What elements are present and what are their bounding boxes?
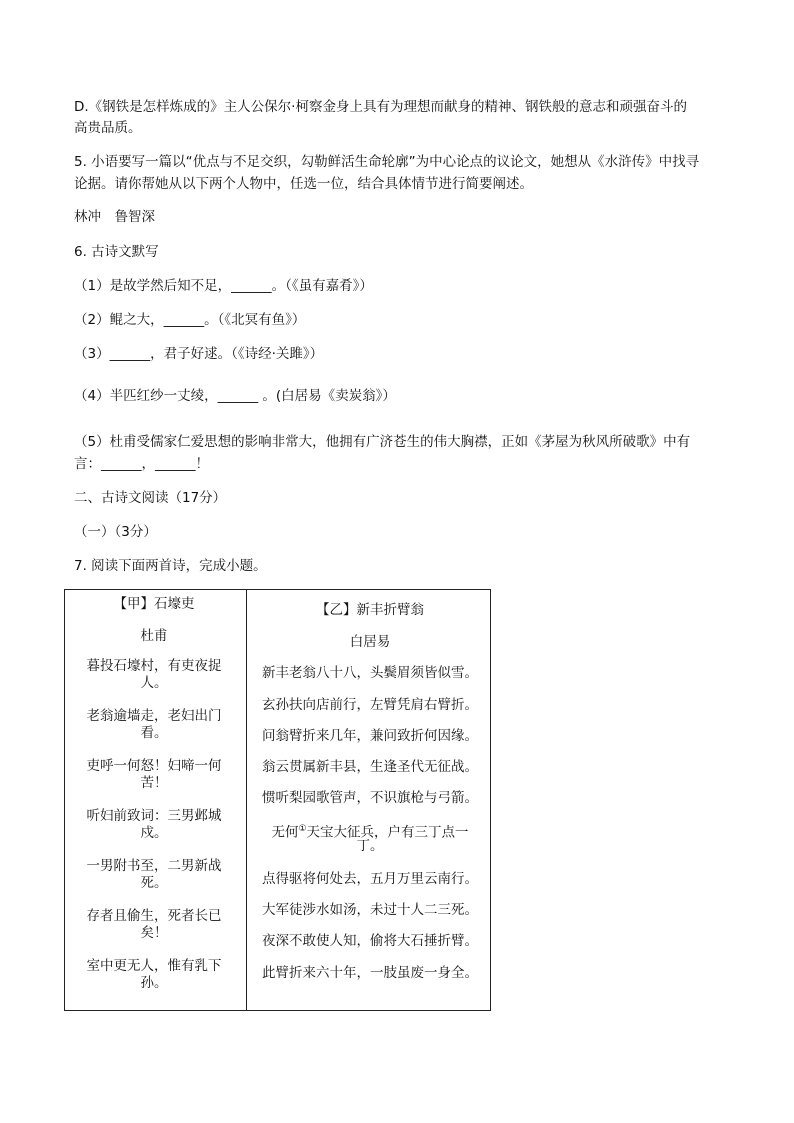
poem-b-line: 惯听梨园歌管声，不识旗枪与弓箭。 bbox=[262, 790, 478, 806]
poem-b-title: 【乙】新丰折臂翁 bbox=[316, 602, 424, 618]
option-d-line-2: 高贵品质。 bbox=[74, 120, 142, 136]
poem-a-line: 存者且偷生，死者长已 bbox=[86, 908, 222, 924]
question-6-item-3: （3）______，君子好逑。（《诗经·关雎》） bbox=[74, 346, 324, 362]
poem-a-line-wrap: 看。 bbox=[140, 725, 168, 741]
poem-a-line: 暮投石壕村，有吏夜捉 bbox=[86, 658, 222, 674]
poem-b-line: 玄孙扶向店前行，左臂凭肩右臂折。 bbox=[262, 697, 478, 713]
poem-a-line: 听妇前致词：三男邺城 bbox=[86, 808, 222, 824]
poem-a-author: 杜甫 bbox=[140, 628, 168, 644]
question-6-item-5-line-2: 言：______，______！ bbox=[74, 456, 209, 472]
section-2-heading: 二、古诗文阅读（17分） bbox=[74, 490, 227, 506]
poem-a-line: 吏呼一何怒！妇啼一何 bbox=[86, 758, 222, 774]
poem-b-line: 翁云贯属新丰县，生逢圣代无征战。 bbox=[262, 759, 478, 775]
poem-b-line-wrap: 丁。 bbox=[356, 838, 384, 854]
question-5-line-2: 论据。请你帮她从以下两个人物中，任选一位，结合具体情节进行简要阐述。 bbox=[74, 176, 533, 192]
poem-b-line-text-2: 天宝大征兵，户有三丁点一 bbox=[306, 824, 469, 841]
question-6-title: 6. 古诗文默写 bbox=[74, 244, 159, 260]
poem-b-line: 新丰老翁八十八，头鬓眉须皆似雪。 bbox=[262, 665, 478, 681]
poem-a-line-wrap: 孙。 bbox=[140, 975, 168, 991]
question-6-item-2: （2）鲲之大，______。（《北冥有鱼》） bbox=[74, 312, 306, 328]
poem-a-line-wrap: 死。 bbox=[140, 875, 168, 891]
poem-b-line-text-1: 无何 bbox=[271, 824, 299, 841]
poem-a-line: 老翁逾墙走，老妇出门 bbox=[86, 708, 222, 724]
poem-b-line: 此臂折来六十年，一肢虽废一身全。 bbox=[262, 965, 478, 981]
part-1-heading: （一）（3分） bbox=[74, 524, 157, 540]
poem-a-cell bbox=[65, 590, 247, 1011]
question-5-line-1: 5. 小语要写一篇以“优点与不足交织，勾勒鲜活生命轮廓”为中心论点的议论文，她想从《水浒传》中找寻 bbox=[74, 154, 700, 170]
poem-a-line: 室中更无人，惟有乳下 bbox=[86, 958, 222, 974]
poem-b-line: 问翁臂折来几年，兼问致折何因缘。 bbox=[262, 728, 478, 744]
poem-b-line: 夜深不敢使人知，偷将大石捶折臂。 bbox=[262, 933, 478, 949]
poem-a-line-wrap: 苦！ bbox=[140, 775, 168, 791]
poem-a-line-wrap: 戍。 bbox=[140, 825, 168, 841]
poem-a-line-wrap: 人。 bbox=[140, 675, 168, 691]
question-7-prompt: 7. 阅读下面两首诗，完成小题。 bbox=[74, 558, 267, 574]
poem-b-line: 大军徒涉水如汤，未过十人二三死。 bbox=[262, 902, 478, 918]
question-5-names: 林冲 鲁智深 bbox=[74, 209, 155, 225]
poem-a-line-wrap: 矣！ bbox=[140, 925, 168, 941]
option-d-line-1: D.《钢铁是怎样炼成的》主人公保尔·柯察金身上具有为理想而献身的精神、钢铁般的意志和顽强奋斗的 bbox=[74, 99, 687, 115]
poem-a-title: 【甲】石壕吏 bbox=[113, 596, 195, 612]
question-6-item-5-line-1: （5）杜甫受儒家仁爱思想的影响非常大，他拥有广济苍生的伟大胸襟，正如《茅屋为秋风所破歌》中有 bbox=[74, 434, 691, 450]
poems-table bbox=[64, 589, 491, 1011]
poem-b-cell bbox=[247, 590, 491, 1011]
question-6-item-1: （1）是故学然后知不足，______。（《虽有嘉肴》） bbox=[74, 278, 373, 294]
footnote-marker: ① bbox=[298, 824, 307, 834]
question-6-item-4: （4）半匹红纱一丈绫，______ 。(白居易《卖炭翁》） bbox=[74, 388, 396, 404]
poem-b-author: 白居易 bbox=[349, 634, 391, 650]
poem-a-line: 一男附书至，二男新战 bbox=[86, 858, 222, 874]
poem-b-line: 点得驱将何处去，五月万里云南行。 bbox=[262, 871, 478, 887]
